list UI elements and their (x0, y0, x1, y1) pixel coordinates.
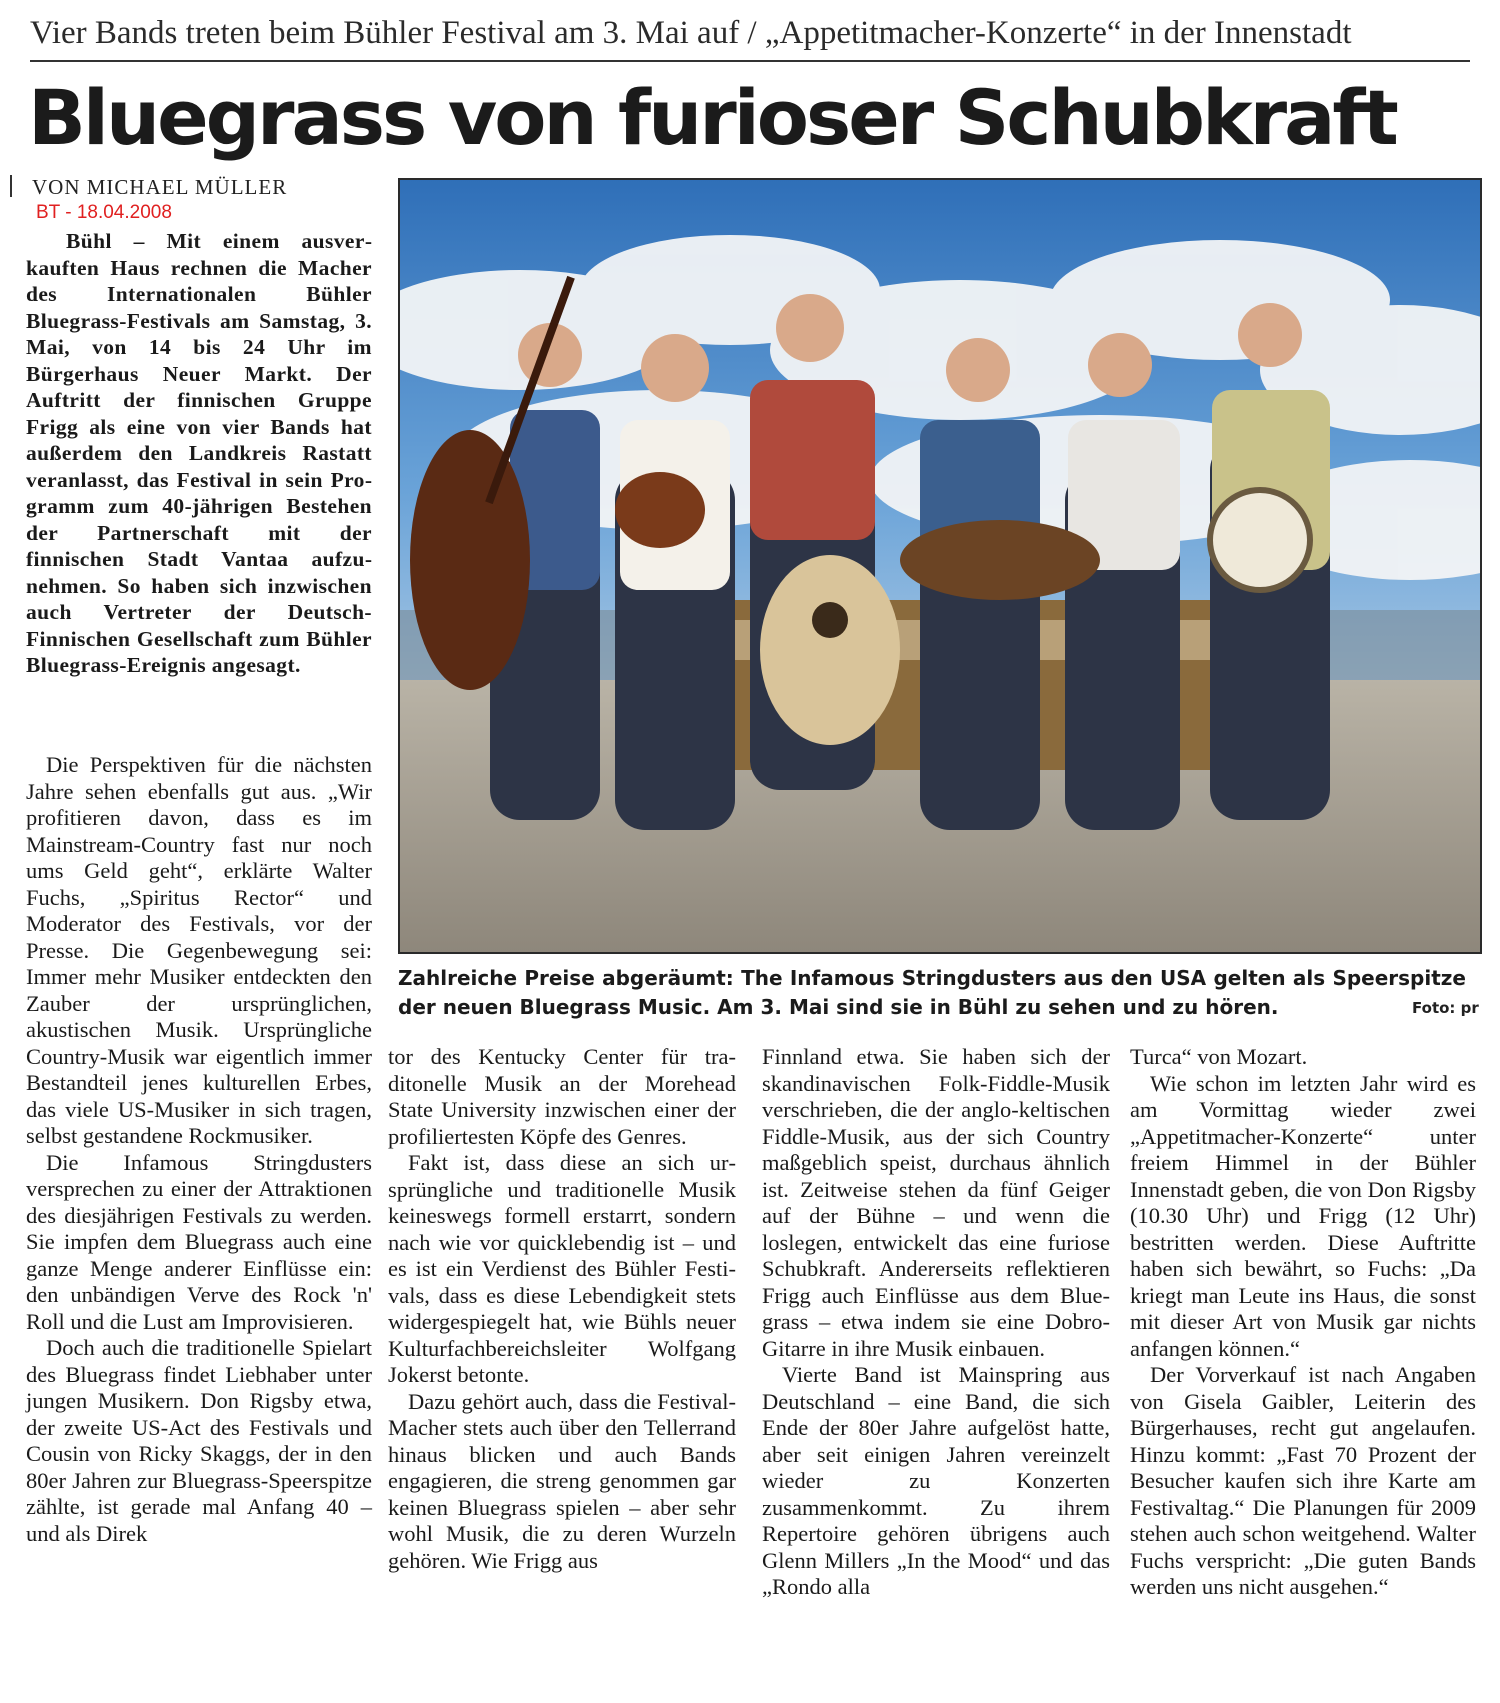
paragraph: Turca“ von Mozart. (1130, 1044, 1308, 1069)
lead-text: Bühl – Mit einem ausverkauften Haus rechnen die Macher des Internationalen Bühler Bluegrass-Festivals am Samstag, 3. Mai, von 14 bis 24 Uhr im Bürgerhaus Neuer Markt. Der Auftritt der finnischen Gruppe Frigg als eine von vier Bands hat außerdem den Landkreis Rastatt veranlasst, das Festival in sein Programm zum 40-jährigen Bestehen der Partnerschaft mit der finnischen Stadt Vantaa aufzunehmen. So haben sich inzwischen auch Vertreter der Deutsch-Finnischen Gesellschaft zum Bühler Bluegrass-Ereignis angesagt. (26, 229, 372, 677)
byline: VON MICHAEL MÜLLER (32, 175, 288, 199)
headline: Bluegrass von furioser Schubkraft (28, 73, 1396, 162)
paragraph: Dazu gehört auch, dass die Festival-Macher stets auch über den Tellerrand hinaus blicken und auch Bands engagieren, die streng genommen gar keinen Bluegrass spielen – aber sehr wohl Musik, die zu deren Wurzeln gehören. Wie Frigg aus (388, 1388, 736, 1573)
paragraph: Wie schon im letzten Jahr wird es am Vormittag wieder zwei „Appetitmacher-Konzerte“ unter freiem Himmel in der Bühler Innenstadt geben, die von Don Rigsby (10.30 Uhr) und Frigg (12 Uhr) bestritten werden. Diese Auftritte haben sich bewährt, so Fuchs: „Da kriegt man Leute ins Haus, die sonst mit dieser Art von Musik gar nichts anfangen können.“ (1130, 1070, 1476, 1361)
paragraph: tor des Kentucky Center für traditonelle Musik an der Morehead State University inzwischen einer der profiliertesten Köpfe des Genres. (388, 1044, 736, 1149)
paragraph: Der Vorverkauf ist nach Angaben von Gisela Gaibler, Leiterin des Bürgerhauses, recht gut angelaufen. Hinzu kommt: „Fast 70 Prozent der Besucher kaufen sich ihre Karte am Festivaltag.“ Die Planungen für 2009 stehen auch schon weitgehend. Walter Fuchs verspricht: „Die guten Bands werden uns nicht ausgehen.“ (1130, 1362, 1476, 1599)
kicker-rule (30, 60, 1470, 62)
paragraph: Vierte Band ist Mainspring aus Deutschland – eine Band, die sich Ende der 80er Jahre aufgelöst hatte, aber seit einigen Jahren vereinzelt wieder zu Konzerten zusammenkommt. Zu ihrem Repertoire gehören übrigens auch Glenn Millers „In the Mood“ und das „Rondo alla (762, 1362, 1110, 1599)
article-column-2 (388, 1044, 736, 1574)
paragraph: Finnland etwa. Sie haben sich der skandinavischen Folk-Fiddle-Musik verschrieben, die der anglo-keltischen Fiddle-Musik, aus der sich Country maßgeblich speist, durchaus ähnlich ist. Zeitweise stehen da fünf Geiger auf der Bühne – und wenn die loslegen, entwickelt das eine furiose Schubkraft. Andererseits reflektieren Frigg auch Einflüsse aus dem Bluegrass – etwa indem sie eine Dobro-Gitarre in ihre Musik einbauen. (762, 1044, 1110, 1361)
lead-paragraph (26, 228, 372, 679)
date-stamp: BT - 18.04.2008 (36, 202, 172, 223)
paragraph: Doch auch die traditionelle Spielart des Bluegrass findet Liebhaber unter jungen Musikern. Don Rigsby etwa, der zweite US-Act des Festivals und Cousin von Ricky Skaggs, der in den 80er Jahren zur Bluegrass-Speerspitze zählte, ist gerade mal Anfang 40 – und als Direk (26, 1335, 372, 1546)
photo-caption (398, 964, 1478, 1022)
kicker-line: Vier Bands treten beim Bühler Festival am 3. Mai auf / „Appetitmacher-Konzerte“ in der Innenstadt (30, 15, 1352, 51)
article-column-4 (1130, 1044, 1476, 1601)
band-photo (398, 178, 1482, 954)
byline-marker (10, 175, 12, 197)
article-column-1 (26, 752, 372, 1547)
paragraph: Fakt ist, dass diese an sich ursprüngliche und traditionelle Musik keineswegs formell erstarrt, sondern nach wie vor quicklebendig ist – und es ist ein Verdienst des Bühler Festivals, dass es diese Lebendigkeit stets widergespiegelt hat, wie Bühls neuer Kulturfachbereichsleiter Wolfgang Jokerst betonte. (388, 1150, 736, 1387)
paragraph: Die Perspektiven für die nächsten Jahre sehen ebenfalls gut aus. „Wir profitieren davon, dass es im Mainstream-Country fast nur noch ums Geld geht“, erklärte Walter Fuchs, „Spiritus Rector“ und Moderator des Festivals, vor der Presse. Die Gegenbewegung sei: Immer mehr Musiker entdeckten den Zauber der ursprünglichen, akustischen Musik. Ursprüngliche Country-Musik war eigentlich immer Bestandteil jenes kulturellen Erbes, das viele US-Musiker in sich tragen, selbst gestandene Rockmusiker. (26, 752, 372, 1148)
caption-text: Zahlreiche Preise abgeräumt: The Infamous Stringdusters aus den USA gelten als Speerspitze der neuen Bluegrass Music. Am 3. Mai sind sie in Bühl zu sehen und zu hören. (398, 966, 1466, 1019)
photo-credit: Foto: pr (1412, 999, 1479, 1017)
paragraph: Die Infamous Stringdusters versprechen zu einer der Attraktionen des diesjährigen Festivals zu werden. Sie impfen dem Bluegrass auch eine ganze Menge anderer Einflüsse ein: den unbändigen Verve des Rock 'n' Roll und die Lust am Improvisieren. (26, 1149, 372, 1334)
band-photo-image (400, 180, 1480, 952)
article-column-3 (762, 1044, 1110, 1601)
